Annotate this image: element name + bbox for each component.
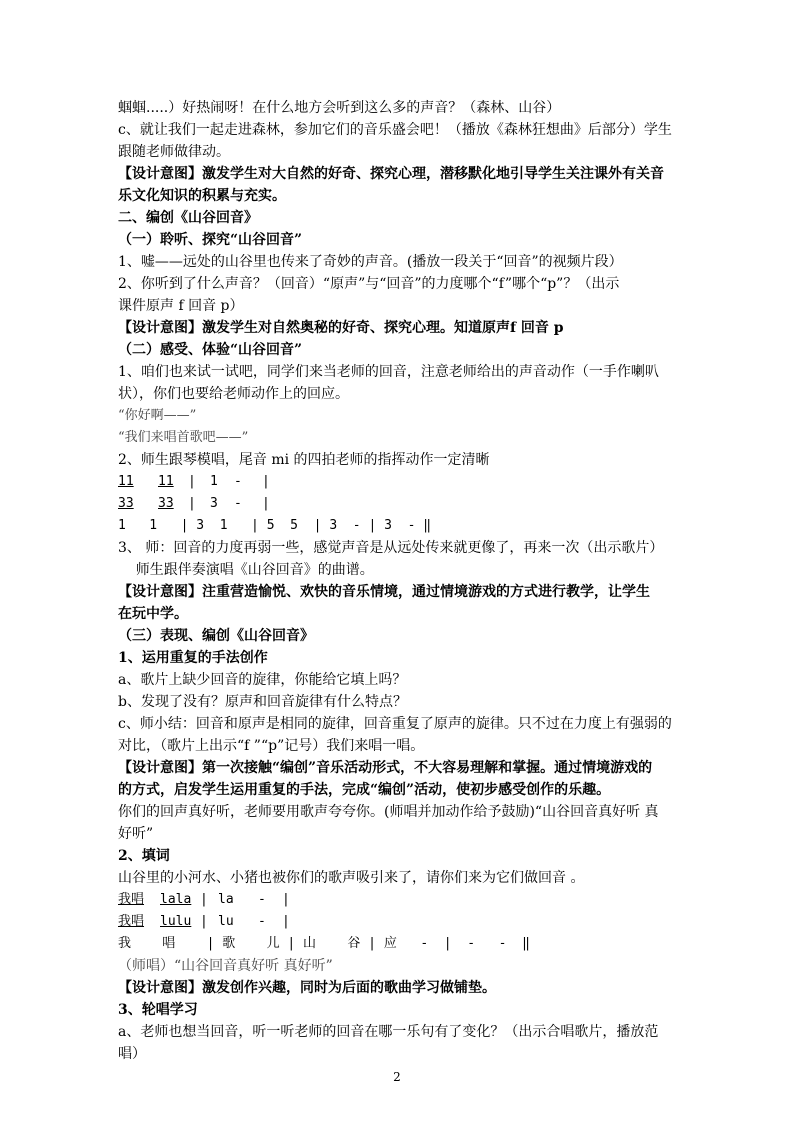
notation-lyric: 我唱 [118, 914, 145, 929]
subsection-heading: 1、运用重复的手法创作 [118, 650, 268, 666]
notation-note: - [258, 892, 266, 907]
design-intent-line: 乐文化知识的积累与充实。 [118, 188, 286, 204]
notation-row [118, 889, 290, 911]
notation-row [118, 911, 290, 933]
notation-lyric: lu [218, 914, 234, 929]
notation-row [118, 471, 270, 493]
text-line: 1、嘘——远处的山谷里也传来了奇妙的声音。(播放一段关于“回音”的视频片段） [118, 254, 623, 270]
text-line: （师唱）“山谷回音真好听 真好听” [118, 958, 333, 974]
notation-bar: | [200, 914, 208, 929]
subsection-heading: （二）感受、体验“山谷回音” [118, 342, 303, 358]
notation-bar: | [188, 496, 196, 511]
design-intent-line: 【设计意图】第一次接触“编创”音乐活动形式，不大容易理解和掌握。通过情境游戏的 [118, 760, 653, 776]
notation-note: 1 [210, 474, 218, 489]
page-number: 2 [393, 1070, 401, 1084]
design-intent-line: 【设计意图】激发学生对自然奥秘的好奇、探究心理。知道原声f 回音 p [118, 320, 564, 336]
text-line: 你们的回声真好听，老师要用歌声夸夸你。(师唱并加动作给予鼓励)“山谷回音真好听 真 [118, 804, 659, 820]
subsection-heading: （一）聆听、探究“山谷回音” [118, 232, 303, 248]
design-intent-line: 【设计意图】激发创作兴趣，同时为后面的歌曲学习做铺垫。 [118, 980, 496, 996]
text-line: 2、师生跟琴模唱，尾音 mi 的四拍老师的指挥动作一定清晰 [118, 452, 490, 468]
notation-bar: | [262, 474, 270, 489]
notation-bar: | [262, 496, 270, 511]
notation-note: 11 [118, 474, 134, 489]
notation-lyric: 我唱 [118, 892, 145, 907]
text-line: 师生跟伴奏演唱《山谷回音》的曲谱。 [118, 562, 374, 578]
design-intent-line: 【设计意图】激发学生对大自然的好奇、探究心理，潜移默化地引导学生关注课外有关音 [118, 166, 664, 182]
text-line: 跟随老师做律动。 [118, 144, 230, 160]
subsection-heading: 3、轮唱学习 [118, 1002, 198, 1018]
notation-note: - [258, 914, 266, 929]
notation-bar: | [282, 914, 290, 929]
design-intent-line: 【设计意图】注重营造愉悦、欢快的音乐情境，通过情境游戏的方式进行教学，让学生 [118, 584, 650, 600]
quote-line: “你好啊——” [118, 408, 197, 423]
text-line: 状），你们也要给老师动作上的回应。 [118, 386, 349, 402]
notation-bar: | [282, 892, 290, 907]
text-line: 3、 师：回音的力度再弱一些，感觉声音是从远处传来就更像了，再来一次（出示歌片） [118, 540, 664, 556]
text-line: 好听” [118, 826, 154, 842]
text-line: 2、你听到了什么声音？（回音）“原声”与“回音”的力度哪个“f”哪个“p”？（出示 [118, 276, 620, 292]
text-line: 课件原声 f 回音 p） [118, 298, 244, 314]
notation-lyric: la [218, 892, 234, 907]
subsection-heading: （三）表现、编创《山谷回音》 [118, 628, 314, 644]
text-line: 蝈蝈.....）好热闹呀！在什么地方会听到这么多的声音？（森林、山谷） [118, 100, 561, 116]
quote-line: “我们来唱首歌吧——” [118, 430, 249, 445]
text-line: 唱） [118, 1046, 146, 1062]
text-line: 1、咱们也来试一试吧，同学们来当老师的回音，注意老师给出的声音动作（一手作喇叭 [118, 364, 659, 380]
text-line: a、歌片上缺少回音的旋律，你能给它填上吗？ [118, 672, 407, 688]
text-line: a、老师也想当回音，听一听老师的回音在哪一乐句有了变化？（出示合唱歌片，播放范 [118, 1024, 659, 1040]
notation-row: 1 1 | 3 1 | 5 5 | 3 - | 3 - ‖ [118, 518, 432, 533]
notation-lyric: lala [160, 892, 192, 907]
design-intent-line: 的方式，启发学生运用重复的手法，完成“编创”活动，使初步感受创作的乐趣。 [118, 782, 611, 798]
text-line: c、师小结：回音和原声是相同的旋律，回音重复了原声的旋律。只不过在力度上有强弱的 [118, 716, 672, 732]
text-line: c、就让我们一起走进森林，参加它们的音乐盛会吧！（播放《森林狂想曲》后部分）学生 [118, 122, 672, 138]
design-intent-line: 在玩中学。 [118, 606, 188, 622]
subsection-heading: 2、填词 [118, 848, 170, 864]
text-line: b、发现了没有？原声和回音旋律有什么特点？ [118, 694, 407, 710]
notation-note: - [234, 474, 242, 489]
notation-bar: | [200, 892, 208, 907]
notation-bar: | [188, 474, 196, 489]
notation-note: 11 [158, 474, 174, 489]
section-heading: 二、编创《山谷回音》 [118, 210, 258, 226]
notation-note: - [234, 496, 242, 511]
notation-note: 33 [118, 496, 134, 511]
notation-note: 33 [158, 496, 174, 511]
notation-row: 我 唱 | 歌 儿 | 山 谷 | 应 - | - - ‖ [118, 936, 530, 951]
text-line: 山谷里的小河水、小猪也被你们的歌声吸引来了，请你们来为它们做回音 。 [118, 870, 585, 886]
notation-note: 3 [210, 496, 218, 511]
notation-row [118, 493, 270, 515]
notation-lyric: lulu [160, 914, 192, 929]
text-line: 对比，（歌片上出示“f ”“p”记号）我们来唱一唱。 [118, 738, 425, 754]
